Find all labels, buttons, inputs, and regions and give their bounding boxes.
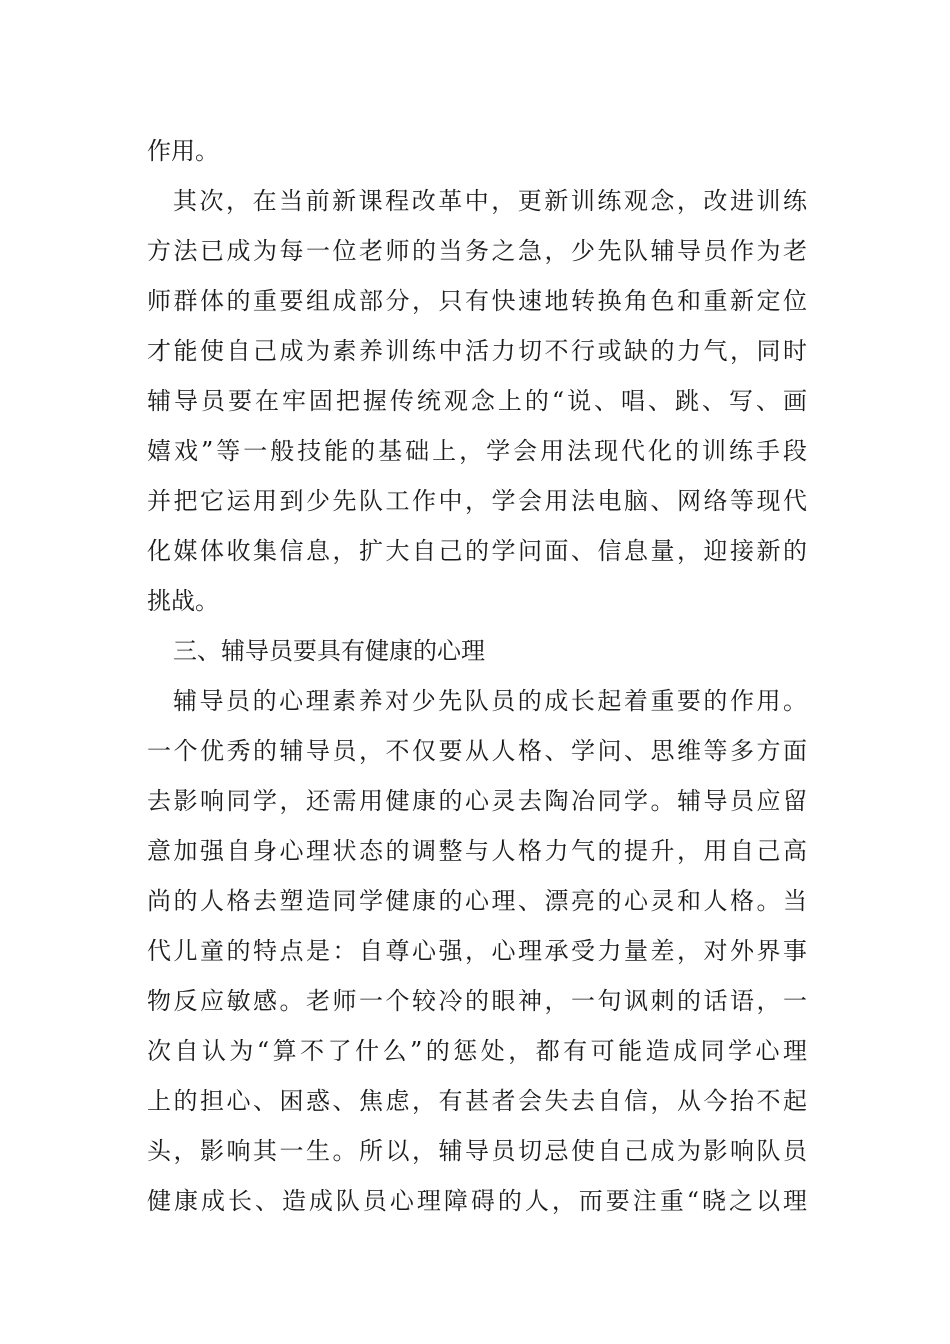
text-line: 健康成长、造成队员心理障碍的人，而要注重“晓之以理 [147,1187,807,1215]
text-line: 挑战。 [147,587,219,615]
paragraph-start-line: 其次，在当前新课程改革中，更新训练观念，改进训练 [173,187,807,215]
text-line: 并把它运用到少先队工作中，学会用法电脑、网络等现代 [147,487,807,515]
text-line: 师群体的重要组成部分，只有快速地转换角色和重新定位 [147,287,807,315]
text-line: 作用。 [147,137,219,165]
text-line: 去影响同学，还需用健康的心灵去陶冶同学。辅导员应留 [147,787,807,815]
text-line: 次自认为“算不了什么”的惩处，都有可能造成同学心理 [147,1037,807,1065]
text-line: 代儿童的特点是：自尊心强，心理承受力量差，对外界事 [147,937,807,965]
text-line: 一个优秀的辅导员，不仅要从人格、学问、思维等多方面 [147,737,807,765]
text-line: 物反应敏感。老师一个较冷的眼神，一句讽刺的话语，一 [147,987,807,1015]
text-line: 上的担心、困惑、焦虑，有甚者会失去自信，从今抬不起 [147,1087,807,1115]
text-line: 嬉戏”等一般技能的基础上，学会用法现代化的训练手段 [147,437,807,465]
text-line: 尚的人格去塑造同学健康的心理、漂亮的心灵和人格。当 [147,887,807,915]
text-line: 化媒体收集信息，扩大自己的学问面、信息量，迎接新的 [147,537,807,565]
text-line: 辅导员要在牢固把握传统观念上的“说、唱、跳、写、画 [147,387,807,415]
text-line: 头，影响其一生。所以，辅导员切忌使自己成为影响队员 [147,1137,807,1165]
text-line: 意加强自身心理状态的调整与人格力气的提升，用自己高 [147,837,807,865]
text-line: 才能使自己成为素养训练中活力切不行或缺的力气，同时 [147,337,807,365]
section-heading: 三、辅导员要具有健康的心理 [173,637,485,665]
paragraph-start-line: 辅导员的心理素养对少先队员的成长起着重要的作用。 [173,687,807,715]
text-line: 方法已成为每一位老师的当务之急，少先队辅导员作为老 [147,237,807,265]
